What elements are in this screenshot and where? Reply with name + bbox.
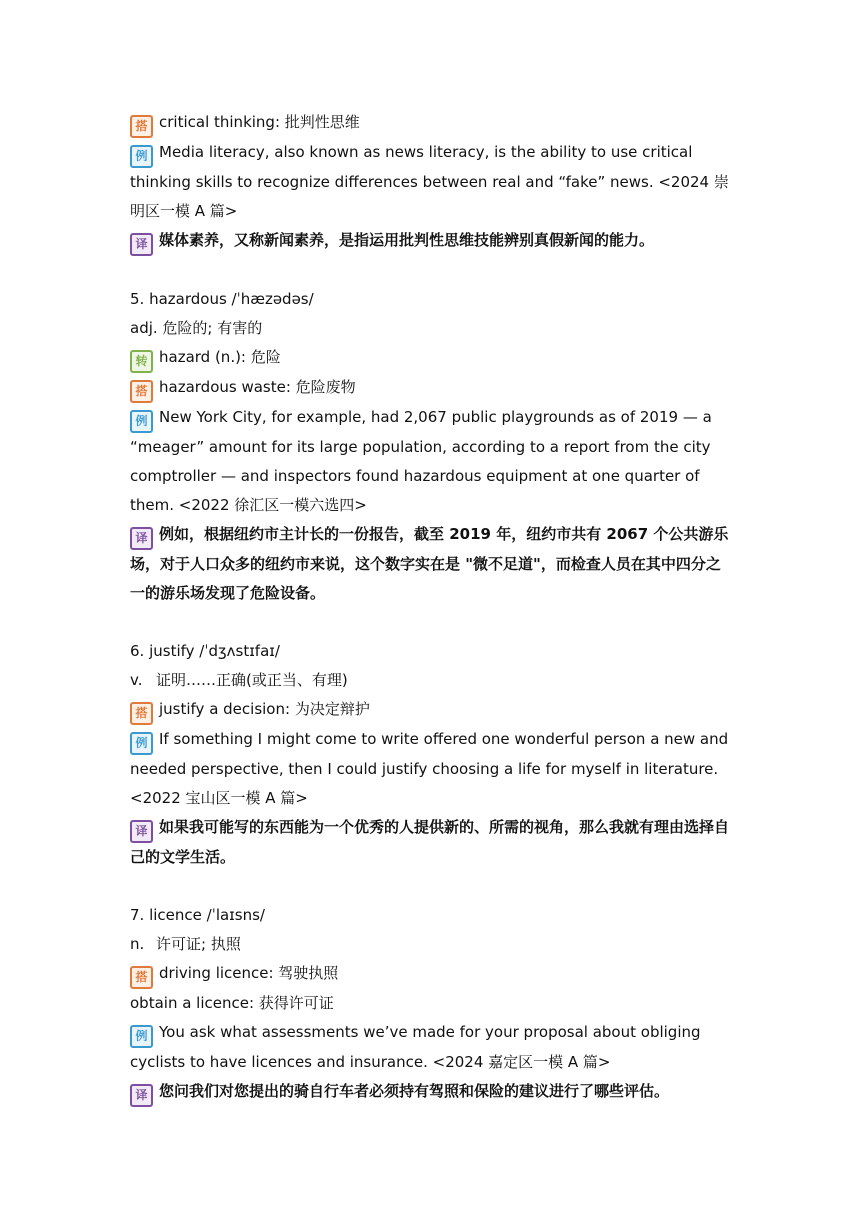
example-text: You ask what assessments we’ve made for your proposal about obliging cyclists to have licences and insurance. <2024 嘉定区一模 A 篇> <box>130 1023 701 1071</box>
collocation-text: critical thinking: 批判性思维 <box>159 113 360 131</box>
translation-badge-icon: 译 <box>130 820 153 843</box>
vocab-content <box>130 108 730 1107</box>
collocation-text: hazardous waste: 危险废物 <box>159 378 356 396</box>
collocation-text: driving licence: 驾驶执照 <box>159 964 339 982</box>
collocation-extra: obtain a licence: 获得许可证 <box>130 994 334 1012</box>
derivative-badge-icon: 转 <box>130 350 153 373</box>
derivative-text: hazard (n.): 危险 <box>159 348 281 366</box>
collocation-line <box>130 959 730 989</box>
translation-text: 如果我可能写的东西能为一个优秀的人提供新的、所需的视角，那么我就有理由选择自己的文学生活。 <box>130 818 730 866</box>
example-text: Media literacy, also known as news literacy, is the ability to use critical thinking skills to recognize differences between real and “fake” news. <2024 崇明区一模 A 篇> <box>130 143 729 220</box>
translation-badge-icon: 译 <box>130 233 153 256</box>
translation-text: 例如，根据纽约市主计长的一份报告，截至 2019 年，纽约市共有 2067 个公共游乐场，对于人口众多的纽约市来说，这个数字实在是 "微不足道"，而检查人员在其中四分之一的游乐场发现了危险设备。 <box>130 525 729 602</box>
translation-badge-icon: 译 <box>130 527 153 550</box>
collocation-text: justify a decision: 为决定辩护 <box>159 700 370 718</box>
translation-text: 媒体素养，又称新闻素养，是指运用批判性思维技能辨别真假新闻的能力。 <box>159 231 655 249</box>
collocation-badge-icon: 搭 <box>130 380 153 403</box>
collocation-badge-icon: 搭 <box>130 115 153 138</box>
collocation-line <box>130 108 730 138</box>
example-text: If something I might come to write offered one wonderful person a new and needed perspective, then I could justify choosing a life for myself in literature. <2022 宝山区一模 A 篇> <box>130 730 729 807</box>
part-of-speech <box>130 666 730 695</box>
pos-tag: n. <box>130 935 145 953</box>
translation-line <box>130 520 730 608</box>
part-of-speech: adj. 危险的; 有害的 <box>130 319 263 337</box>
pos-text: 许可证; 执照 <box>156 935 241 953</box>
collocation-badge-icon: 搭 <box>130 966 153 989</box>
example-text: New York City, for example, had 2,067 public playgrounds as of 2019 — a “meager” amount for its large population, according to a report from the city comptroller — and inspectors found hazardous equipment at one quarter of them. <2022 徐汇区一模六选四> <box>130 408 712 514</box>
derivative-line <box>130 343 730 373</box>
word-heading-licence: 7. licence /ˈlaɪsns/ <box>130 906 265 924</box>
pos-tag: v. <box>130 671 143 689</box>
translation-line <box>130 1077 730 1107</box>
translation-badge-icon: 译 <box>130 1084 153 1107</box>
translation-line <box>130 813 730 872</box>
pos-text: 证明……正确(或正当、有理) <box>156 671 348 689</box>
collocation-line <box>130 695 730 725</box>
example-badge-icon: 例 <box>130 410 153 433</box>
example-badge-icon: 例 <box>130 145 153 168</box>
translation-line <box>130 226 730 256</box>
word-heading-hazardous: 5. hazardous /ˈhæzədəs/ <box>130 290 314 308</box>
example-line <box>130 403 730 520</box>
example-line <box>130 725 730 813</box>
example-line <box>130 138 730 226</box>
collocation-line <box>130 373 730 403</box>
example-badge-icon: 例 <box>130 1025 153 1048</box>
part-of-speech <box>130 930 730 959</box>
example-badge-icon: 例 <box>130 732 153 755</box>
translation-text: 您问我们对您提出的骑自行车者必须持有驾照和保险的建议进行了哪些评估。 <box>159 1082 670 1100</box>
example-line <box>130 1018 730 1077</box>
word-heading-justify: 6. justify /ˈdʒʌstɪfaɪ/ <box>130 642 280 660</box>
collocation-badge-icon: 搭 <box>130 702 153 725</box>
